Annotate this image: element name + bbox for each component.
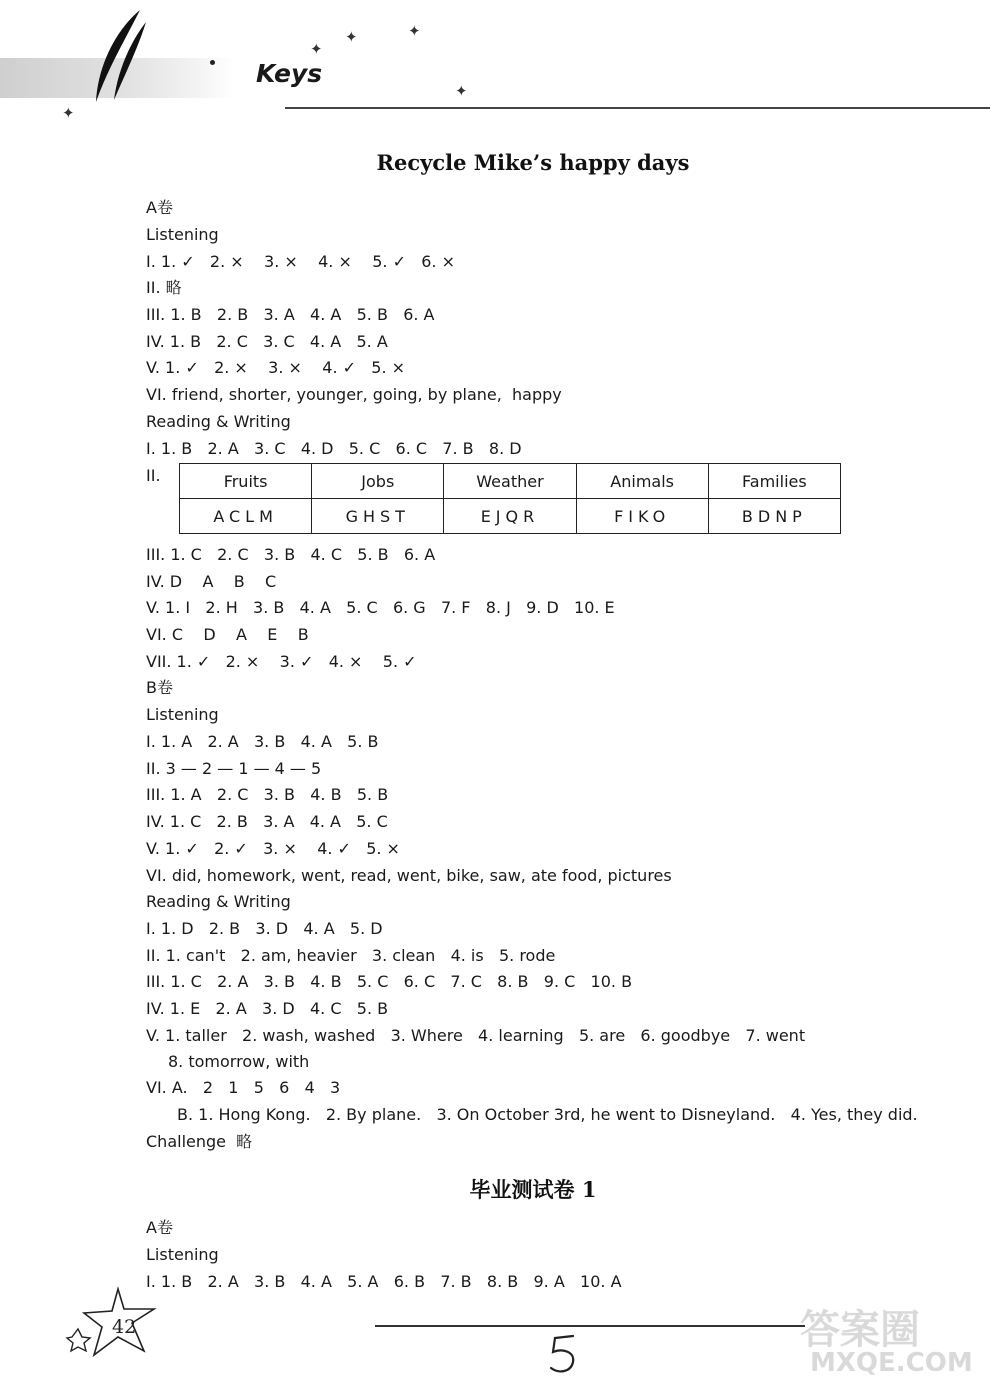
answer-line: Reading & Writing (146, 412, 291, 431)
answer-line: III. 1. B 2. B 3. A 4. A 5. B 6. A (146, 305, 435, 324)
page-number: 42 (112, 1316, 137, 1338)
answer-line: I. 1. ✓ 2. × 3. × 4. × 5. ✓ 6. × (146, 252, 455, 271)
answer-line: III. 1. C 2. A 3. B 4. B 5. C 6. C 7. C 8. B 9. C 10. B (146, 972, 633, 991)
table-cell: BDNP (708, 499, 840, 534)
answer-line: I. 1. A 2. A 3. B 4. A 5. B (146, 732, 379, 751)
answer-line: Listening (146, 1245, 219, 1264)
answer-line: II. 3 — 2 — 1 — 4 — 5 (146, 759, 322, 778)
footer-rule (375, 1325, 805, 1327)
header-rule (285, 107, 990, 109)
table-header-cell: Weather (444, 464, 576, 499)
answer-line: II. 略 (146, 278, 182, 297)
sparkle-icon: ✦ (62, 104, 75, 122)
answer-line: III. 1. A 2. C 3. B 4. B 5. B (146, 785, 389, 804)
answer-line: VI. A. 2 1 5 6 4 3 (146, 1078, 341, 1097)
answer-line: V. 1. I 2. H 3. B 4. A 5. C 6. G 7. F 8. J 9. D 10. E (146, 598, 615, 617)
sparkle-icon: ✦ (310, 40, 323, 58)
sparkle-icon: ✦ (345, 28, 358, 46)
answer-line: B卷 (146, 678, 173, 697)
page-star-icon (58, 1285, 163, 1365)
watermark-top: 答案圈 (800, 1307, 920, 1353)
answer-line: IV. 1. B 2. C 3. C 4. A 5. A (146, 332, 388, 351)
table-cell: ACLM (180, 499, 312, 534)
table-header-cell: Families (708, 464, 840, 499)
answer-line: I. 1. B 2. A 3. C 4. D 5. C 6. C 7. B 8. D (146, 439, 522, 458)
answer-line: VI. C D A E B (146, 625, 309, 644)
table-header-cell: Fruits (180, 464, 312, 499)
watermark-bottom: MXQE.COM (810, 1348, 973, 1378)
sparkle-icon: ✦ (408, 22, 421, 40)
table-cell: FIKO (576, 499, 708, 534)
watermark (790, 1298, 995, 1386)
answer-line: V. 1. ✓ 2. × 3. × 4. ✓ 5. × (146, 358, 406, 377)
table-cell: GHST (312, 499, 444, 534)
answer-line: IV. 1. E 2. A 3. D 4. C 5. B (146, 999, 389, 1018)
answer-line: I. 1. D 2. B 3. D 4. A 5. D (146, 919, 383, 938)
answer-line: II. 1. can't 2. am, heavier 3. clean 4. is 5. rode (146, 946, 556, 965)
answer-line: B. 1. Hong Kong. 2. By plane. 3. On October 3rd, he went to Disneyland. 4. Yes, they did. (177, 1105, 918, 1124)
section-title: Recycle Mike’s happy days (376, 150, 690, 175)
answer-line: 8. tomorrow, with (168, 1052, 310, 1071)
answer-line: VI. did, homework, went, read, went, bike, saw, ate food, pictures (146, 866, 672, 885)
category-table (179, 463, 841, 534)
sparkle-icon: ✦ (455, 82, 468, 100)
answer-line: IV. 1. C 2. B 3. A 4. A 5. C (146, 812, 388, 831)
handwritten-mark (545, 1330, 585, 1380)
answer-line: VI. friend, shorter, younger, going, by plane, happy (146, 385, 562, 404)
answer-line: Listening (146, 705, 219, 724)
answer-line: V. 1. ✓ 2. ✓ 3. × 4. ✓ 5. × (146, 839, 400, 858)
answer-line: VII. 1. ✓ 2. × 3. ✓ 4. × 5. ✓ (146, 652, 417, 671)
table-header-row (180, 464, 841, 499)
table-cell: EJQR (444, 499, 576, 534)
answer-line: I. 1. B 2. A 3. B 4. A 5. A 6. B 7. B 8. B 9. A 10. A (146, 1272, 622, 1291)
answer-line: III. 1. C 2. C 3. B 4. C 5. B 6. A (146, 545, 436, 564)
section-title: 毕业测试卷 1 (469, 1177, 597, 1202)
header-dot (210, 60, 215, 65)
table-header-cell: Jobs (312, 464, 444, 499)
answer-line: IV. D A B C (146, 572, 277, 591)
answer-line: Listening (146, 225, 219, 244)
feather-logo-icon (88, 8, 158, 106)
header-keys-label: Keys (256, 59, 323, 88)
answer-line: Challenge 略 (146, 1132, 253, 1151)
table-row (180, 499, 841, 534)
answer-line: A卷 (146, 198, 173, 217)
answer-line: II. (146, 466, 161, 485)
answer-line: A卷 (146, 1218, 173, 1237)
answer-line: V. 1. taller 2. wash, washed 3. Where 4. learning 5. are 6. goodbye 7. went (146, 1026, 806, 1045)
table-header-cell: Animals (576, 464, 708, 499)
answer-line: Reading & Writing (146, 892, 291, 911)
